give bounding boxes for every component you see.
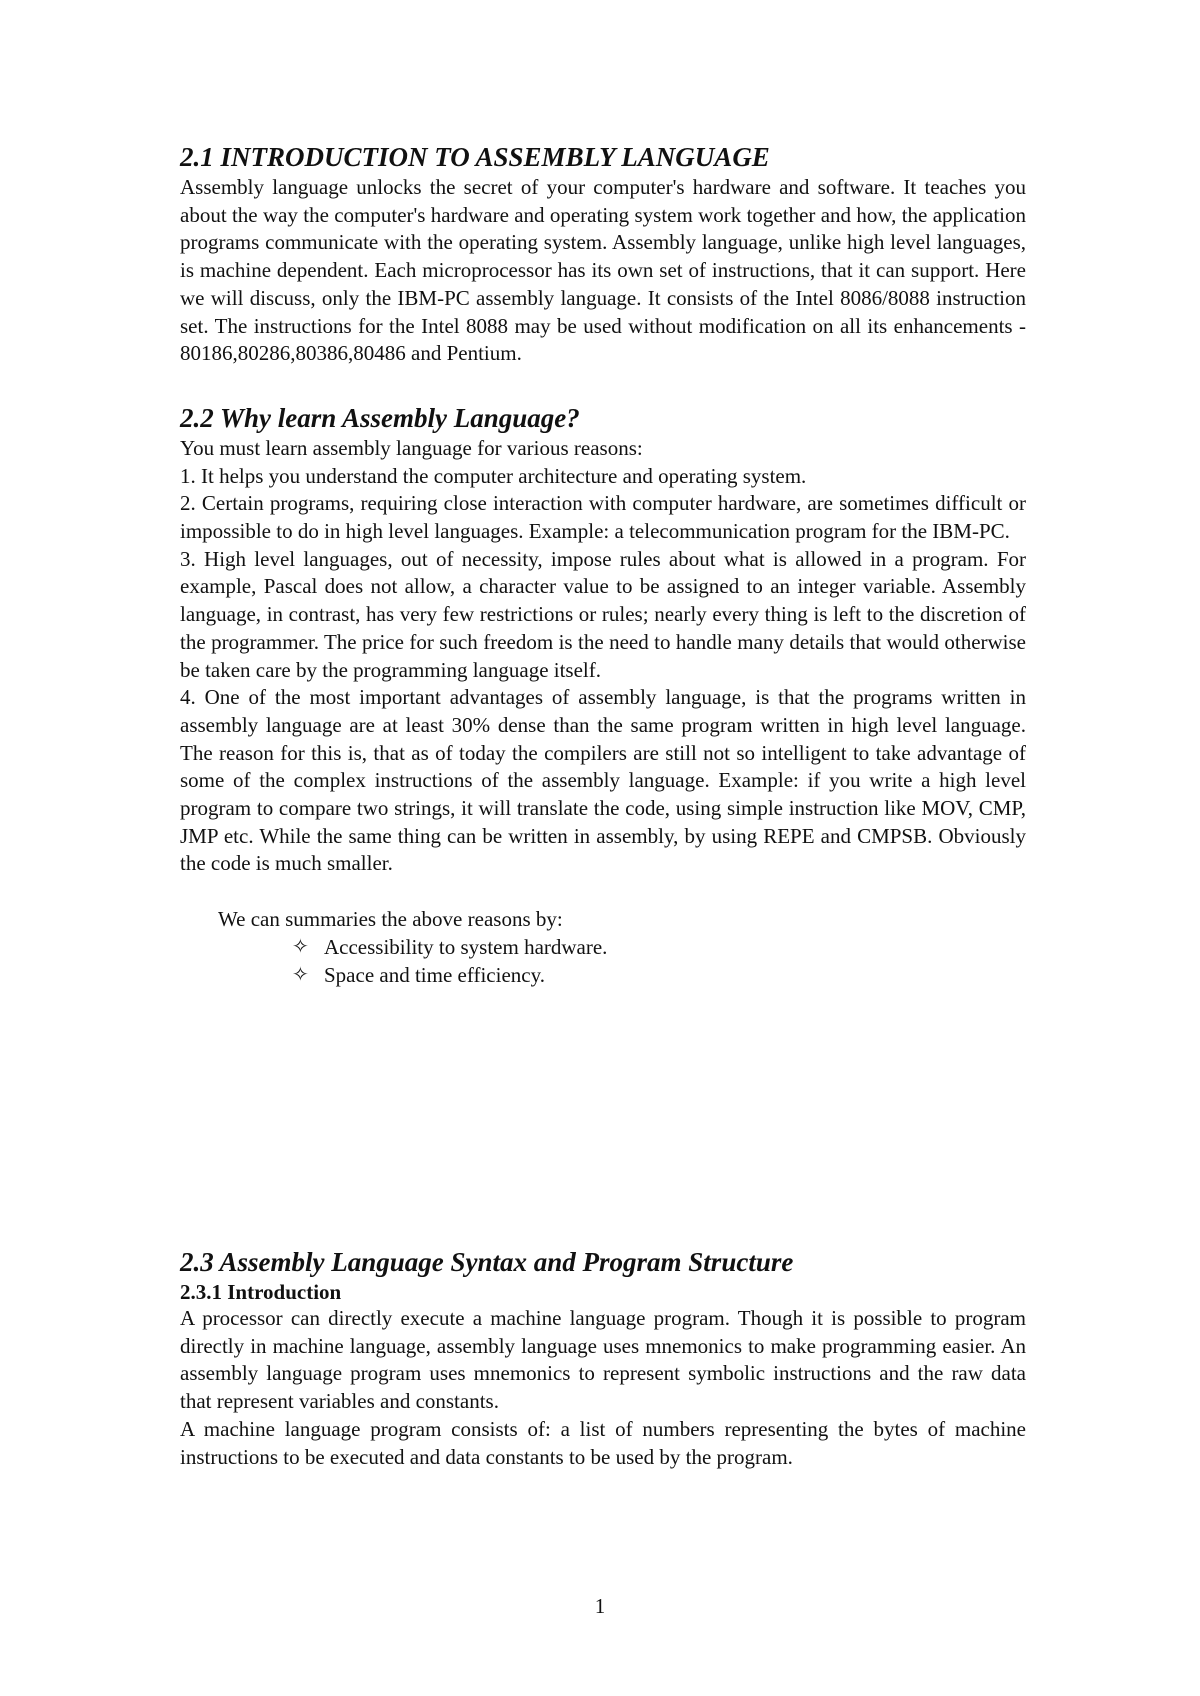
section-2-3-1-subheading: 2.3.1 Introduction [180, 1280, 342, 1304]
summary-point-2: Space and time efficiency. [324, 962, 545, 987]
main-content [180, 140, 1026, 989]
summary-intro: We can summaries the above reasons by: [218, 907, 563, 932]
section-2-2-heading: 2.2 Why learn Assembly Language? [180, 402, 580, 433]
section-2-3-paragraph-2: A machine language program consists of: a list of numbers representing the bytes of machine instructions to be executed and data constants to be used by the program. [180, 1416, 1026, 1469]
four-pointed-star-icon: ✧ [292, 935, 309, 958]
reason-2: 2. Certain programs, requiring close interaction with computer hardware, are sometimes difficult or impossible to do in high level languages. Example: a telecommunication program for the IBM-PC. [180, 491, 1026, 544]
section-2-1-heading: 2.1 INTRODUCTION TO ASSEMBLY LANGUAGE [180, 142, 770, 172]
four-pointed-star-icon: ✧ [292, 963, 309, 986]
section-2-3 [180, 1245, 1026, 1471]
section-2-3-paragraph-1: A processor can directly execute a machine language program. Though it is possible to program directly in machine language, assembly language uses mnemonics to make programming easier. An assembly language program uses mnemonics to represent symbolic instructions and the raw data that represent variables and constants. [180, 1306, 1026, 1414]
summary-list [180, 934, 1026, 989]
list-item [292, 962, 1026, 990]
page-number: 1 [594, 1594, 606, 1618]
reason-3: 3. High level languages, out of necessity, impose rules about what is allowed in a program. For example, Pascal does not allow, a character value to be assigned to an integer variable. Assembly language, in contrast, has very few restrictions or rules; nearly every thing is left to the discretion of the programmer. The price for such freedom is the need to handle many details that would otherwise be taken care by the programming language itself. [180, 546, 1026, 682]
list-item [292, 934, 1026, 962]
summary-block [180, 906, 1026, 989]
reason-4: 4. One of the most important advantages of assembly language, is that the programs written in assembly language are at least 30% dense than the same program written in high level language. The reason for this is, that as of today the compilers are still not so intelligent to take advantage of some of the complex instructions of the assembly language. Example: if you write a high level program to compare two strings, it will translate the code, using simple instruction like MOV, CMP, JMP etc. While the same thing can be written in assembly, by using REPE and CMPSB. Obviously the code is much smaller. [180, 685, 1026, 876]
section-2-2 [180, 401, 1026, 989]
section-2-2-intro: You must learn assembly language for various reasons: [180, 435, 643, 460]
reason-1: 1. It helps you understand the computer architecture and operating system. [180, 463, 807, 488]
section-2-1 [180, 140, 1026, 368]
section-2-3-heading: 2.3 Assembly Language Syntax and Program Structure [180, 1247, 794, 1277]
summary-point-1: Accessibility to system hardware. [324, 934, 608, 959]
section-2-1-paragraph: Assembly language unlocks the secret of your computer's hardware and software. It teaches you about the way the computer's hardware and operating system work together and how, the application programs communicate with the operating system. Assembly language, unlike high level languages, is machine dependent. Each microprocessor has its own set of instructions, that it can support. Here we will discuss, only the IBM-PC assembly language. It consists of the Intel 8086/8088 instruction set. The instructions for the Intel 8088 may be used without modification on all its enhancements - 80186,80286,80386,80486 and Pentium. [180, 175, 1026, 366]
